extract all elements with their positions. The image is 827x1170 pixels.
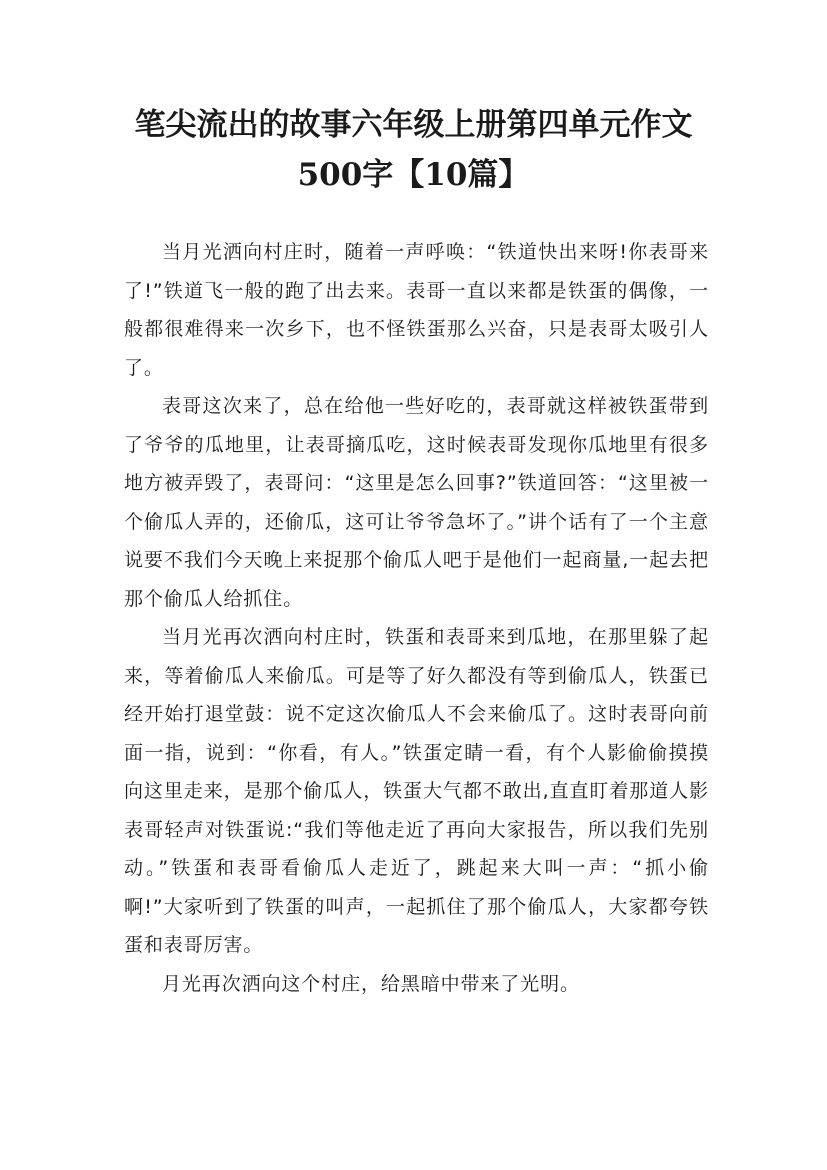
paragraph-1: 当月光洒向村庄时，随着一声呼唤：“铁道快出来呀!你表哥来了!”铁道飞一般的跑了出去来。表哥一直以来都是铁蛋的偶像，一般都很难得来一次乡下，也不怪铁蛋那么兴奋，只是表哥太吸引人了。 (124, 241, 709, 379)
document-body (124, 233, 709, 1003)
paragraph-2: 表哥这次来了，总在给他一些好吃的，表哥就这样被铁蛋带到了爷爷的瓜地里，让表哥摘瓜吃，这时候表哥发现你瓜地里有很多地方被弄毁了，表哥问：“这里是怎么回事?”铁道回答：“这里被一个偷瓜人弄的，还偷瓜，这可让爷爷急坏了。”讲个话有了一个主意说要不我们今天晚上来捉那个偷瓜人吧于是他们一起商量,一起去把那个偷瓜人给抓住。 (124, 395, 709, 610)
paragraph-3: 当月光再次洒向村庄时，铁蛋和表哥来到瓜地，在那里躲了起来，等着偷瓜人来偷瓜。可是等了好久都没有等到偷瓜人，铁蛋已经开始打退堂鼓：说不定这次偷瓜人不会来偷瓜了。这时表哥向前面一指，说到：“你看，有人。”铁蛋定睛一看，有个人影偷偷摸摸向这里走来，是那个偷瓜人，铁蛋大气都不敢出,直直盯着那道人影表哥轻声对铁蛋说:“我们等他走近了再向大家报告，所以我们先别动。”铁蛋和表哥看偷瓜人走近了，跳起来大叫一声：“抓小偷啊!”大家听到了铁蛋的叫声，一起抓住了那个偷瓜人，大家都夸铁蛋和表哥厉害。 (124, 626, 709, 956)
document-title (0, 100, 827, 200)
title-line-1: 笔尖流出的故事六年级上册第四单元作文 (134, 107, 693, 143)
title-line-2: 500字【10篇】 (297, 157, 530, 193)
paragraph-4: 月光再次洒向这个村庄，给黑暗中带来了光明。 (162, 972, 580, 995)
